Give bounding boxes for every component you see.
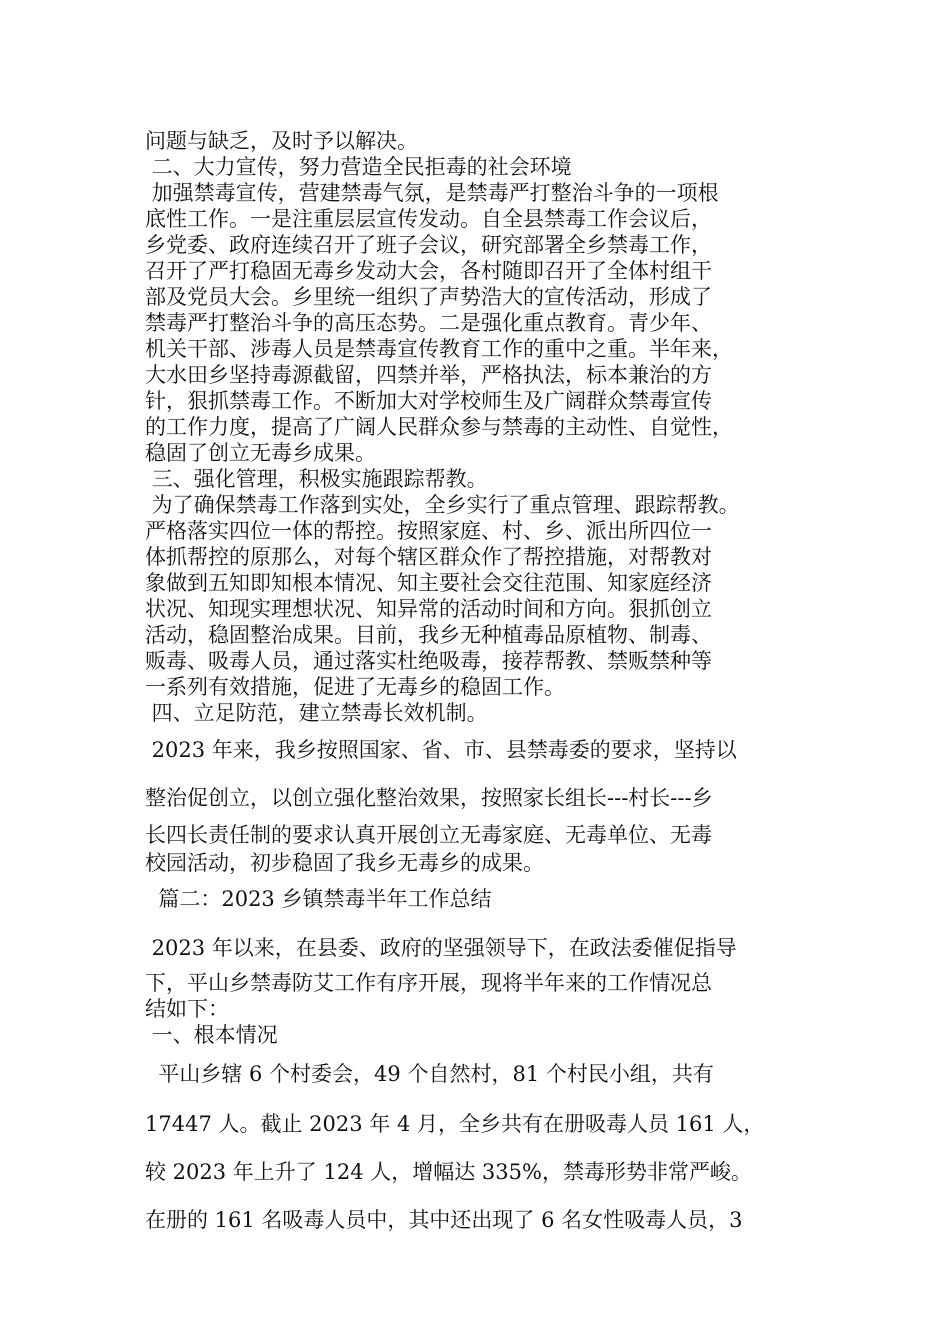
text-line: 长四长责任制的要求认真开展创立无毒家庭、无毒单位、无毒 [145, 823, 712, 847]
text-line: 状况、知现实理想状况、知异常的活动时间和方向。狠抓创立 [145, 597, 712, 621]
text-line: 2023 年以来，在县委、政府的坚强领导下，在政法委催促指导 [145, 936, 737, 960]
text-line: 大水田乡坚持毒源截留，四禁并举，严格执法，标本兼治的方 [145, 363, 712, 387]
text-line: 针，狠抓禁毒工作。不断加大对学校师生及广阔群众禁毒宣传 [145, 389, 712, 413]
text-line: 乡党委、政府连续召开了班子会议，研究部署全乡禁毒工作， [145, 233, 712, 257]
section-heading: 一、根本情况 [145, 1023, 278, 1047]
section-heading: 三、强化管理，积极实施跟踪帮教。 [145, 467, 488, 491]
text-line: 下，平山乡禁毒防艾工作有序开展，现将半年来的工作情况总 [145, 971, 712, 995]
text-line: 为了确保禁毒工作落到实处，全乡实行了重点管理、跟踪帮教。 [145, 493, 740, 517]
section-heading: 二、大力宣传，努力营造全民拒毒的社会环境 [145, 155, 572, 179]
section-title: 篇二：2023 乡镇禁毒半年工作总结 [145, 887, 492, 911]
text-line: 象做到五知即知根本情况、知主要社会交往范围、知家庭经济 [145, 571, 712, 595]
text-line: 17447 人。截止 2023 年 4 月，全乡共有在册吸毒人员 161 人， [145, 1112, 765, 1136]
text-line: 结如下： [145, 997, 229, 1021]
text-line: 体抓帮控的原那么，对每个辖区群众作了帮控措施，对帮教对 [145, 545, 712, 569]
text-line: 机关干部、涉毒人员是禁毒宣传教育工作的重中之重。半年来， [145, 337, 733, 361]
text-line: 底性工作。一是注重层层宣传发动。自全县禁毒工作会议后， [145, 207, 712, 231]
section-heading: 四、立足防范，建立禁毒长效机制。 [145, 701, 488, 725]
text-line: 加强禁毒宣传，营建禁毒气氛，是禁毒严打整治斗争的一项根 [145, 181, 719, 205]
text-line: 活动，稳固整治成果。目前，我乡无种植毒品原植物、制毒、 [145, 623, 712, 647]
text-line: 严格落实四位一体的帮控。按照家庭、村、乡、派出所四位一 [145, 519, 712, 543]
text-line: 部及党员大会。乡里统一组织了声势浩大的宣传活动，形成了 [145, 285, 712, 309]
text-line: 2023 年来，我乡按照国家、省、市、县禁毒委的要求，坚持以 [145, 738, 737, 762]
text-line: 的工作力度，提高了广阔人民群众参与禁毒的主动性、自觉性， [145, 415, 733, 439]
text-line: 校园活动，初步稳固了我乡无毒乡的成果。 [145, 851, 544, 875]
text-line: 平山乡辖 6 个村委会，49 个自然村，81 个村民小组，共有 [145, 1062, 714, 1086]
text-line: 一系列有效措施，促进了无毒乡的稳固工作。 [145, 675, 565, 699]
text-line: 召开了严打稳固无毒乡发动大会，各村随即召开了全体村组干 [145, 259, 712, 283]
text-line: 禁毒严打整治斗争的高压态势。二是强化重点教育。青少年、 [145, 311, 712, 335]
text-line: 较 2023 年上升了 124 人，增幅达 335%，禁毒形势非常严峻。 [145, 1160, 752, 1184]
text-line: 稳固了创立无毒乡成果。 [145, 441, 376, 465]
text-line: 贩毒、吸毒人员，通过落实杜绝吸毒，接荐帮教、禁贩禁种等 [145, 649, 712, 673]
text-line: 整治促创立，以创立强化整治效果，按照家长组长---村长---乡 [145, 786, 713, 810]
text-line: 问题与缺乏，及时予以解决。 [145, 129, 418, 153]
text-line: 在册的 161 名吸毒人员中，其中还出现了 6 名女性吸毒人员，3 [145, 1208, 743, 1232]
